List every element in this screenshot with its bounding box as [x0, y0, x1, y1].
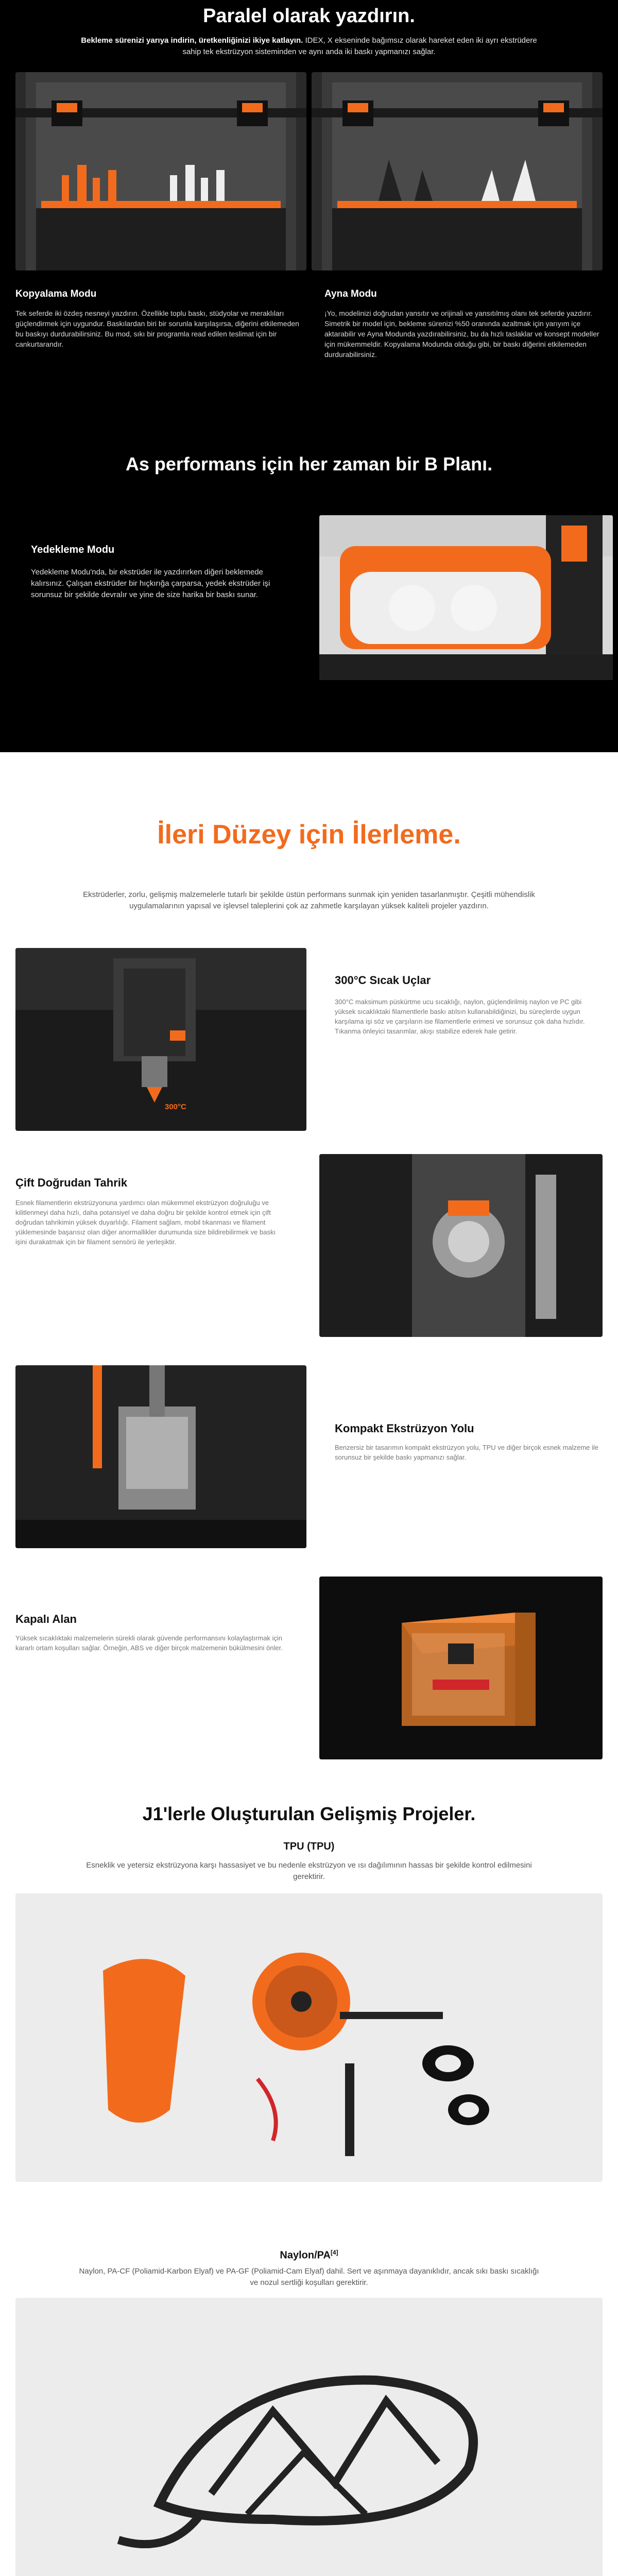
spare-mode-photo: [319, 515, 613, 680]
enclosure-photo: [319, 1577, 603, 1759]
feature-enclosure-text: Yüksek sıcaklıktaki malzemelerin sürekli olarak güvende performansını kolaylaştırmak için kararlı ortam koşulları sağlar. Örneğin, ABS ve diğer birçok malzemenin bükülmesini önler.: [15, 1634, 283, 1652]
hotend-photo: [15, 948, 306, 1131]
plan-b-title: As performans için her zaman bir B Planı.: [125, 453, 493, 474]
spare-mode-title: Yedekleme Modu: [31, 544, 115, 555]
advanced-title: İleri Düzey için İlerleme.: [157, 820, 461, 850]
feature-direct-drive-title: Çift Doğrudan Tahrik: [15, 1176, 128, 1189]
copy-mode-text: Tek seferde iki özdeş nesneyi yazdırın. Özellikle toplu baskı, stüdyolar ve meraklıları güçlendirmek için uygundur. Baskılardan biri bir sorunla karşılaşırsa, diğerini etkilemeden bu baskıyı durdurabilirsiniz. Bu mod, sıkı bir programla read edilen teslimat için bir cankurtarandır.: [15, 309, 299, 348]
extrusion-path-photo: [15, 1365, 306, 1548]
advanced-subtitle: Ekstrüderler, zorlu, gelişmiş malzemelerle tutarlı bir şekilde üstün performans sunmak için yeniden tasarlanmıştır. Çeşitli mühendislik uygulamalarının yapısal ve işlevsel taleplerini çok az zahmetle karşılayan yüksek kaliteli projeler yazdırın.: [83, 890, 535, 910]
mirror-mode-title: Ayna Modu: [324, 289, 377, 299]
mirror-mode-text: ¡Yo, modelinizi doğrudan yansıtır ve orijinali ve yansıtılmış olanı tek seferde yazdırır. Simetrik bir model için, bekleme sürenizi %50 oranında azaltmak için yarıyım içe aktarabilir ve Ayna Modunda yazdırabilirsiniz, bu da hızlı taslaklar ve konsept modeller için mükemmeldir. Kopyalama Modunda olduğu gibi, bir baskı diğerini etkilemeden durdurabilirsiniz.: [324, 309, 599, 359]
hero-title: Paralel olarak yazdırın.: [203, 5, 415, 27]
feature-enclosure-title: Kapalı Alan: [15, 1613, 77, 1625]
copy-mode-photo: [15, 72, 306, 270]
hero-subtitle-rest: IDEX, X ekseninde bağımsız olarak hareket eden iki ayrı ekstrüdere sahip tek ekstrüzyon sisteminden ve aynı anda iki baskı yapmanızı sağlar.: [182, 36, 537, 56]
feature-hotend-title: 300°C Sıcak Uçlar: [335, 974, 431, 987]
feature-hotend-text: 300°C maksimum püskürtme ucu sıcaklığı, naylon, güçlendirilmiş naylon ve PC gibi yüksek sıcaklıktaki filamentlerle baskı atılsın kullanabildiğinizi, bu süreçlerde uygun karşılama işi söz ve çarşıların ise filamentlerle erimesi ve sorunsuz çok daha hızlıdır. Tıkanma önleyici tasarımlar, akışı stabilize ederek hale getirir.: [335, 998, 585, 1035]
hero-subtitle-bold: Bekleme sürenizi yarıya indirin, üretkenliğinizi ikiye katlayın.: [81, 36, 303, 45]
nylon-title-text: Naylon/PA: [280, 2249, 331, 2261]
spare-mode-text: Yedekleme Modu'nda, bir ekstrüder ile yazdırırken diğeri beklemede kalırsınız. Çalışan ekstrüder bir hıçkırığa çarparsa, yedek ekstrüder işi sorunsuz bir şekilde devralır ve yine de size harika bir baskı sunar.: [31, 568, 270, 599]
nylon-title: [0, 2249, 618, 2262]
tpu-title: TPU (TPU): [283, 1841, 335, 1852]
nylon-title-footnote: [4]: [330, 2249, 338, 2256]
copy-mode-title: Kopyalama Modu: [15, 289, 97, 299]
direct-drive-photo: [319, 1154, 603, 1337]
feature-extrusion-text: Benzersiz bir tasarımın kompakt ekstrüzyon yolu, TPU ve diğer birçok esnek malzeme ile sorunsuz bir şekilde baskı yapmanızı sağlar.: [335, 1444, 599, 1461]
hero-subtitle: [77, 35, 541, 58]
nylon-text: Naylon, PA-CF (Poliamid-Karbon Elyaf) ve PA-GF (Poliamid-Cam Elyaf) dahil. Sert ve aşınmaya dayanıklıdır, ancak sıkı baskı sıcaklığı ve nozul sertliği koşulları gerektirir.: [79, 2267, 539, 2287]
tpu-photo: [15, 1893, 603, 2182]
feature-direct-drive-text: Esnek filamentlerin ekstrüzyonuna yardımcı olan mükemmel ekstrüzyon doğruluğu ve kilitlenmeyi daha hızlı, daha potansiyel ve daha doğru bir şekilde kontrol etmek için çift doğrudan tahrikimin yüksek duyarlılığı. Filament sağlam, mobil tıkanması ve filament yüklemesinde başarısız olan diğer anormallikler durumunda size bildirebilirmek ve baskı işini durakatmak için bir filament sensörü ile yerleşiktir.: [15, 1199, 276, 1246]
tpu-text: Esneklik ve yetersiz ekstrüzyona karşı hassasiyet ve bu nedenle ekstrüzyon ve ısı dağılımının hassas bir şekilde kontrol edilmesini gerektirir.: [86, 1861, 532, 1881]
hotend-temp-badge: [165, 1103, 186, 1111]
feature-extrusion-title: Kompakt Ekstrüzyon Yolu: [335, 1422, 474, 1435]
nylon-photo: [15, 2298, 603, 2576]
mirror-mode-photo: [312, 72, 603, 270]
hotend-temp-badge-text: 300°C: [165, 1103, 186, 1111]
idex-section: [0, 0, 618, 752]
projects-title: J1'lerle Oluşturulan Gelişmiş Projeler.: [142, 1803, 476, 1824]
